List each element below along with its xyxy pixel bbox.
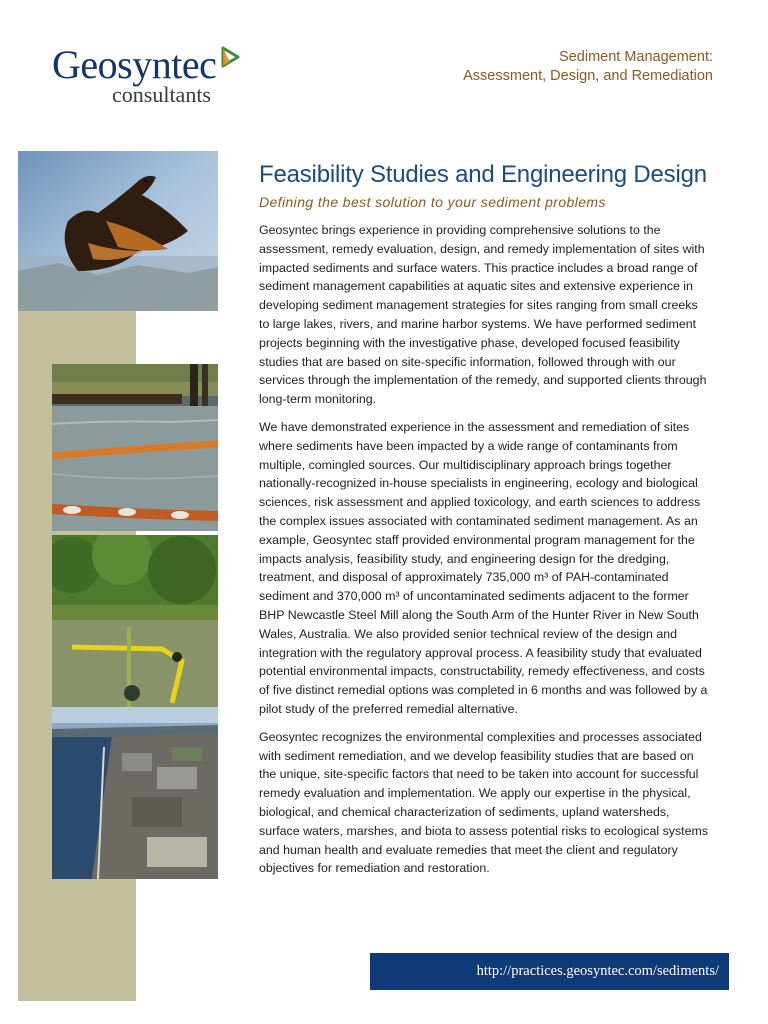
paragraph-intro: Geosyntec brings experience in providing comprehensive solutions to the assessment, remedy evaluation, design, and remedy implementation of sites with impacted sediments and surface waters. This practice includes a broad range of sediment management capabilities at aquatic sites and extensive experience in developing sediment management strategies for sites ranging from small creeks to large lakes, rivers, and marine harbor systems. We have performed sediment projects beginning with the investigative phase, developed focused feasibility studies that are based on site-specific information, followed through with our services through the implementation of the remedy, and supported clients through long-term monitoring. [259, 223, 707, 407]
logo-wordmark: Geosyntec [52, 42, 217, 87]
paragraph-experience: We have demonstrated experience in the assessment and remediation of sites where sediments have been impacted by a wide range of contaminants from multiple, comingled sources. Our multidisciplinary approach brings together nationally-recognized in-house specialists in engineering, ecology and biological sciences, risk assessment and applied toxicology, and earth sciences to address the complex issues associated with contaminated sediment management. As an example, Geosyntec staff provided environmental program management for the impacts analysis, feasibility study, and engineering design for the dredging, treatment, and disposal of approximately 735,000 m³ of PAH-contaminated sediment and 370,000 m³ of uncontaminated sediments adjacent to the former BHP Newcastle Steel Mill along the South Arm of the Hunter River in New South Wales, Australia. We also provided senior technical review of the design and integration with the regulatory approval process. A feasibility study that evaluated potential environmental impacts, constructability, remedy effectiveness, and costs of five distinct remedial options was completed in 6 months and was followed by a pilot study of the preferred remedial alternative. [259, 419, 708, 716]
header-line-2: Assessment, Design, and Remediation [463, 68, 713, 84]
document-series-header [463, 48, 713, 86]
article-content [259, 160, 711, 887]
photo-river-with-boom [52, 535, 218, 707]
logo-subtitle: consultants [112, 82, 211, 107]
company-logo [52, 42, 252, 108]
page-subtitle: Defining the best solution to your sediment problems [259, 194, 606, 210]
photo-duck-in-flight [18, 151, 218, 311]
footer-url-link[interactable]: http://practices.geosyntec.com/sediments/ [370, 953, 729, 990]
photo-aerial-harbor [52, 707, 218, 879]
header-line-1: Sediment Management: [559, 49, 713, 65]
photo-containment-boom [52, 364, 218, 531]
page-title: Feasibility Studies and Engineering Design [259, 161, 707, 188]
logo-triangle-icon [220, 46, 240, 68]
paragraph-approach: Geosyntec recognizes the environmental complexities and processes associated with sediment remediation, and we develop feasibility studies that are based on the unique, site-specific factors that need to be taken into account for successful remedy evaluation and implementation. We apply our expertise in the physical, biological, and chemical characterization of sediments, upland watersheds, surface waters, marshes, and biota to assess potential risks to ecological systems and human health and evaluate remedies that meet the client and regulatory objectives for remediation and restoration. [259, 729, 709, 876]
